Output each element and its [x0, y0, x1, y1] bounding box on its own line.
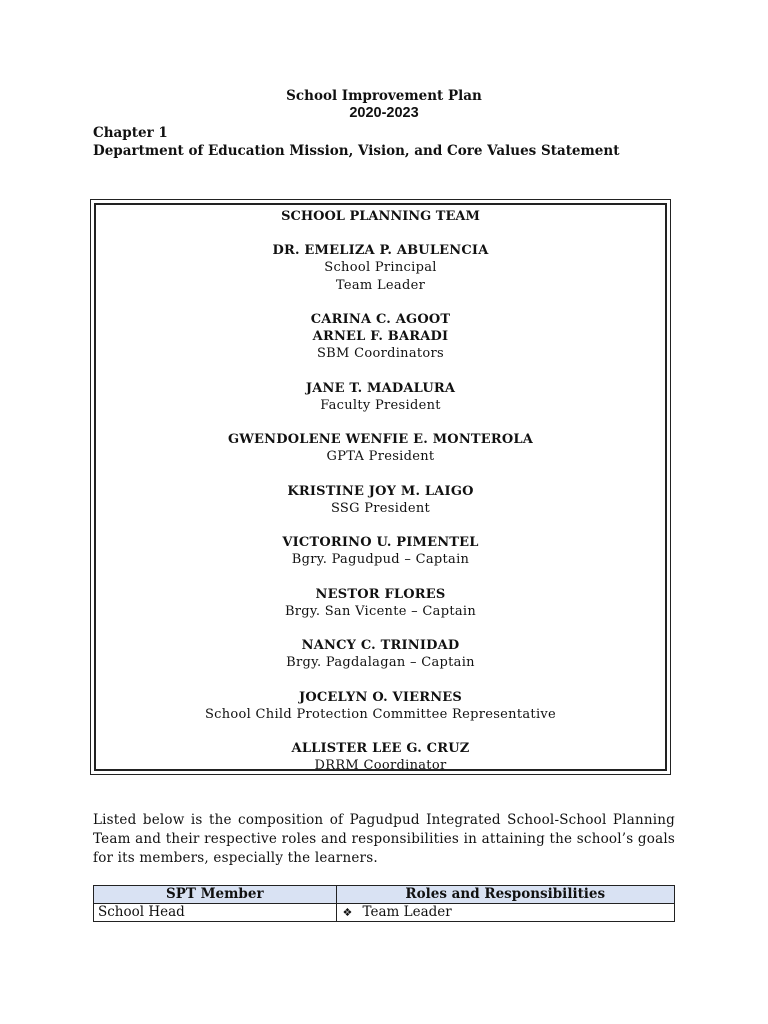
planning-team-inner	[94, 203, 667, 771]
member-role: DRRM Coordinator	[314, 758, 447, 773]
member-name: CARINA C. AGOOT	[310, 312, 451, 327]
team-member	[96, 311, 665, 363]
member-name: ALLISTER LEE G. CRUZ	[291, 741, 470, 756]
chapter-label: Chapter 1	[93, 125, 168, 141]
composition-paragraph: Listed below is the composition of Pagudpud Integrated School-School Planning Team and their respective roles and responsibilities in attaining the school’s goals for its members, especially the learners.	[93, 812, 675, 866]
member-name: DR. EMELIZA P. ABULENCIA	[272, 243, 489, 258]
member-name: VICTORINO U. PIMENTEL	[282, 535, 479, 550]
team-member	[96, 483, 665, 518]
member-role: Brgy. San Vicente – Captain	[284, 603, 477, 619]
member-role: Brgy. Pagdalagan – Captain	[286, 655, 475, 670]
team-member	[96, 689, 665, 724]
member-role: Bgry. Pagudpud – Captain	[291, 552, 470, 567]
table-header-row	[94, 886, 675, 904]
team-member	[96, 740, 665, 775]
document-years: 2020-2023	[349, 105, 419, 121]
member-role: Team Leader	[335, 277, 426, 293]
member-name: GWENDOLENE WENFIE E. MONTEROLA	[227, 432, 534, 447]
member-role: Faculty President	[320, 397, 441, 413]
planning-team-box	[90, 199, 671, 775]
member-role: SSG President	[330, 500, 431, 516]
team-member	[96, 586, 665, 621]
cell-spt-member: School Head	[94, 904, 337, 922]
member-name: KRISTINE JOY M. LAIGO	[287, 483, 474, 499]
header-spt-member: SPT Member	[94, 886, 337, 904]
role-text: Team Leader	[362, 904, 452, 920]
member-name: NESTOR FLORES	[315, 586, 446, 602]
team-member	[96, 380, 665, 415]
header-roles-responsibilities: Roles and Responsibilities	[336, 886, 674, 904]
member-name: NANCY C. TRINIDAD	[301, 638, 460, 653]
document-title: School Improvement Plan	[286, 88, 482, 104]
table-row	[94, 904, 675, 922]
team-member	[96, 534, 665, 569]
team-member	[96, 637, 665, 672]
member-role: School Principal	[324, 260, 437, 275]
team-member	[96, 242, 665, 294]
cell-roles	[336, 904, 674, 922]
diamond-bullet-icon: ❖	[342, 906, 353, 919]
member-name: JANE T. MADALURA	[305, 380, 456, 396]
member-role: GPTA President	[326, 449, 435, 464]
spt-table	[93, 885, 675, 922]
team-member	[96, 431, 665, 466]
member-role: School Child Protection Committee Representative	[204, 706, 557, 722]
member-name: ARNEL F. BARADI	[312, 329, 449, 344]
chapter-subtitle: Department of Education Mission, Vision, and Core Values Statement	[93, 143, 620, 159]
member-name: JOCELYN O. VIERNES	[298, 689, 462, 705]
planning-team-heading: SCHOOL PLANNING TEAM	[281, 209, 480, 224]
member-role: SBM Coordinators	[316, 346, 445, 361]
